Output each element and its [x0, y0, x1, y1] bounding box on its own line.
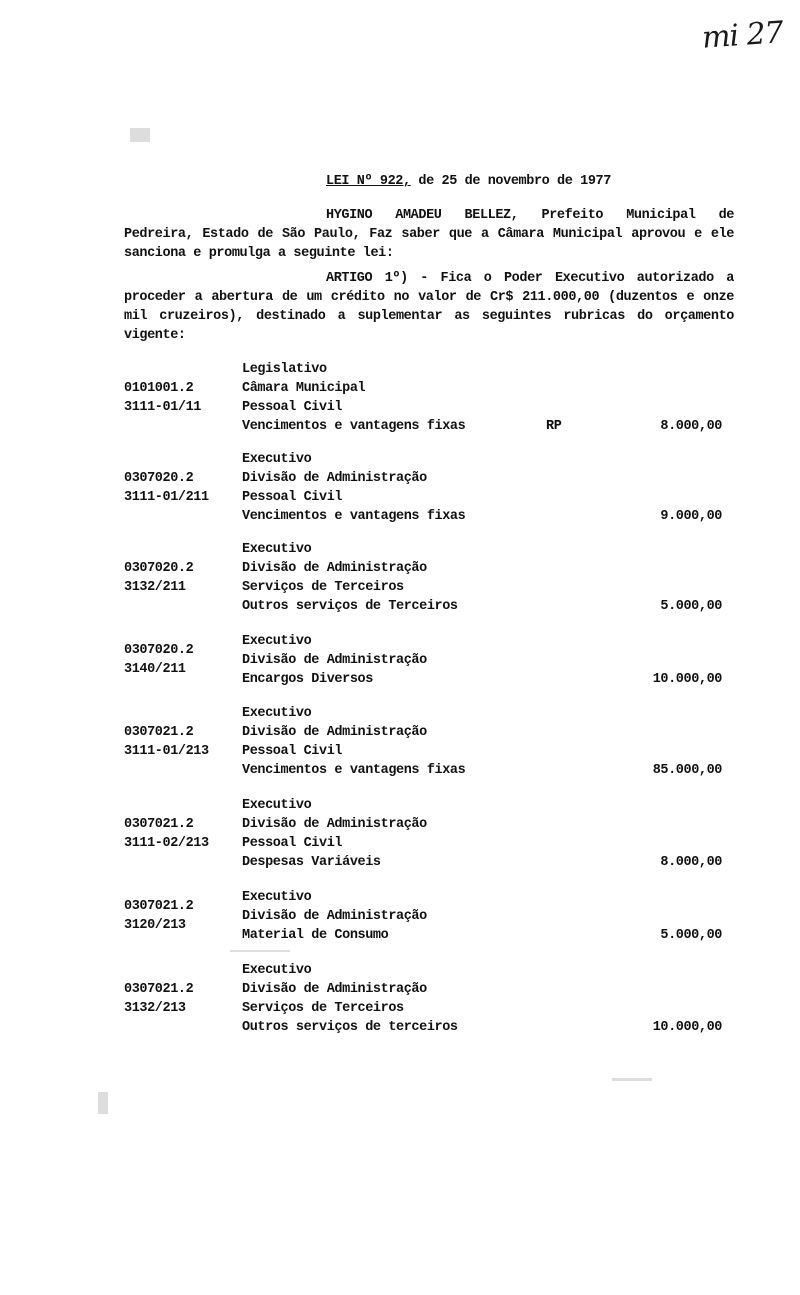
entry-account: 3111-01/211 — [124, 490, 209, 505]
entry-codes — [124, 559, 193, 597]
entry-value: 10.000,00 — [652, 1020, 722, 1035]
scan-speck — [230, 950, 290, 952]
entry-line: Divisão de Administração — [242, 817, 427, 832]
entry-line: Executivo — [242, 890, 312, 905]
entry-account: 3140/211 — [124, 662, 186, 677]
entry-line: Executivo — [242, 706, 312, 721]
entry-code: 0307020.2 — [124, 561, 194, 576]
entry-line: Material de Consumo — [242, 928, 389, 943]
entry-code: 0307020.2 — [124, 471, 194, 486]
entry-code: 0307021.2 — [124, 725, 194, 740]
entry-line: Executivo — [242, 452, 312, 467]
entry-value: 8.000,00 — [660, 419, 722, 434]
preamble-paragraph — [124, 206, 734, 263]
entry-account: 3132/211 — [124, 580, 186, 595]
entry-code: 0307021.2 — [124, 982, 194, 997]
entry-description — [242, 540, 458, 616]
entry-value: 10.000,00 — [652, 672, 722, 687]
entry-description — [242, 632, 427, 689]
entry-description — [242, 450, 465, 526]
law-date: de 25 de novembro de 1977 — [418, 174, 611, 189]
entry-value: 8.000,00 — [660, 855, 722, 870]
page-number-annotation: mi 27 — [700, 15, 784, 56]
entry-line: Divisão de Administração — [242, 982, 427, 997]
entry-line: Despesas Variáveis — [242, 855, 381, 870]
entry-line: Executivo — [242, 634, 312, 649]
entry-line: Pessoal Civil — [242, 836, 343, 851]
entry-code: 0101001.2 — [124, 381, 194, 396]
entry-codes — [124, 379, 201, 417]
entry-value: 5.000,00 — [660, 928, 722, 943]
article-paragraph — [124, 269, 734, 345]
entry-line: Executivo — [242, 798, 312, 813]
entry-codes — [124, 723, 209, 761]
entry-rp-mark: RP — [546, 419, 562, 434]
entry-description — [242, 360, 465, 436]
scan-speck — [612, 1078, 652, 1081]
entry-line: Serviços de Terceiros — [242, 1001, 404, 1016]
entry-line: Pessoal Civil — [242, 490, 343, 505]
entry-line: Legislativo — [242, 362, 327, 377]
law-number: LEI Nº 922, — [326, 174, 411, 189]
entry-line: Divisão de Administração — [242, 561, 427, 576]
entry-account: 3111-01/11 — [124, 400, 202, 415]
entry-account: 3111-02/213 — [124, 836, 209, 851]
entry-codes — [124, 641, 193, 679]
entry-code: 0307021.2 — [124, 817, 194, 832]
entry-line: Vencimentos e vantagens fixas — [242, 509, 466, 524]
entry-line: Divisão de Administração — [242, 909, 427, 924]
entry-account: 3111-01/213 — [124, 744, 209, 759]
law-title — [326, 172, 611, 191]
entry-line: Divisão de Administração — [242, 725, 427, 740]
entry-line: Divisão de Administração — [242, 653, 427, 668]
scan-speck — [130, 128, 150, 142]
scan-speck — [98, 1092, 108, 1114]
entry-line: Câmara Municipal — [242, 381, 366, 396]
entry-value: 9.000,00 — [660, 509, 722, 524]
entry-description — [242, 796, 427, 872]
entry-line: Serviços de Terceiros — [242, 580, 404, 595]
entry-line: Pessoal Civil — [242, 744, 343, 759]
entry-codes — [124, 980, 193, 1018]
entry-codes — [124, 469, 209, 507]
entry-description — [242, 888, 427, 945]
entry-line: Divisão de Administração — [242, 471, 427, 486]
entry-account: 3120/213 — [124, 918, 186, 933]
entry-line: Executivo — [242, 542, 312, 557]
entry-line: Outros serviços de Terceiros — [242, 599, 458, 614]
entry-code: 0307021.2 — [124, 899, 194, 914]
entry-line: Encargos Diversos — [242, 672, 373, 687]
preamble-line1: HYGINO AMADEU BELLEZ, Prefeito Municipal de — [326, 208, 734, 223]
entry-value: 5.000,00 — [660, 599, 722, 614]
entry-line: Vencimentos e vantagens fixas — [242, 419, 466, 434]
entry-codes — [124, 815, 209, 853]
entry-line: Executivo — [242, 963, 312, 978]
entry-value: 85.000,00 — [652, 763, 722, 778]
entry-codes — [124, 897, 193, 935]
entry-line: Outros serviços de terceiros — [242, 1020, 458, 1035]
preamble-rest: Pedreira, Estado de São Paulo, Faz saber que a Câmara Municipal aprovou e ele sanciona e promulga a seguinte lei: — [124, 227, 734, 261]
entry-code: 0307020.2 — [124, 643, 194, 658]
entry-account: 3132/213 — [124, 1001, 186, 1016]
entry-description — [242, 704, 465, 780]
entry-line: Pessoal Civil — [242, 400, 343, 415]
entry-line: Vencimentos e vantagens fixas — [242, 763, 466, 778]
article-text: ARTIGO 1º) - Fica o Poder Executivo autorizado a proceder a abertura de um crédito no valor de Cr$ 211.000,00 (duzentos e onze mil cruzeiros), destinado a suplementar as seguintes rubricas do orçamento vigente: — [124, 271, 734, 343]
entry-description — [242, 961, 458, 1037]
